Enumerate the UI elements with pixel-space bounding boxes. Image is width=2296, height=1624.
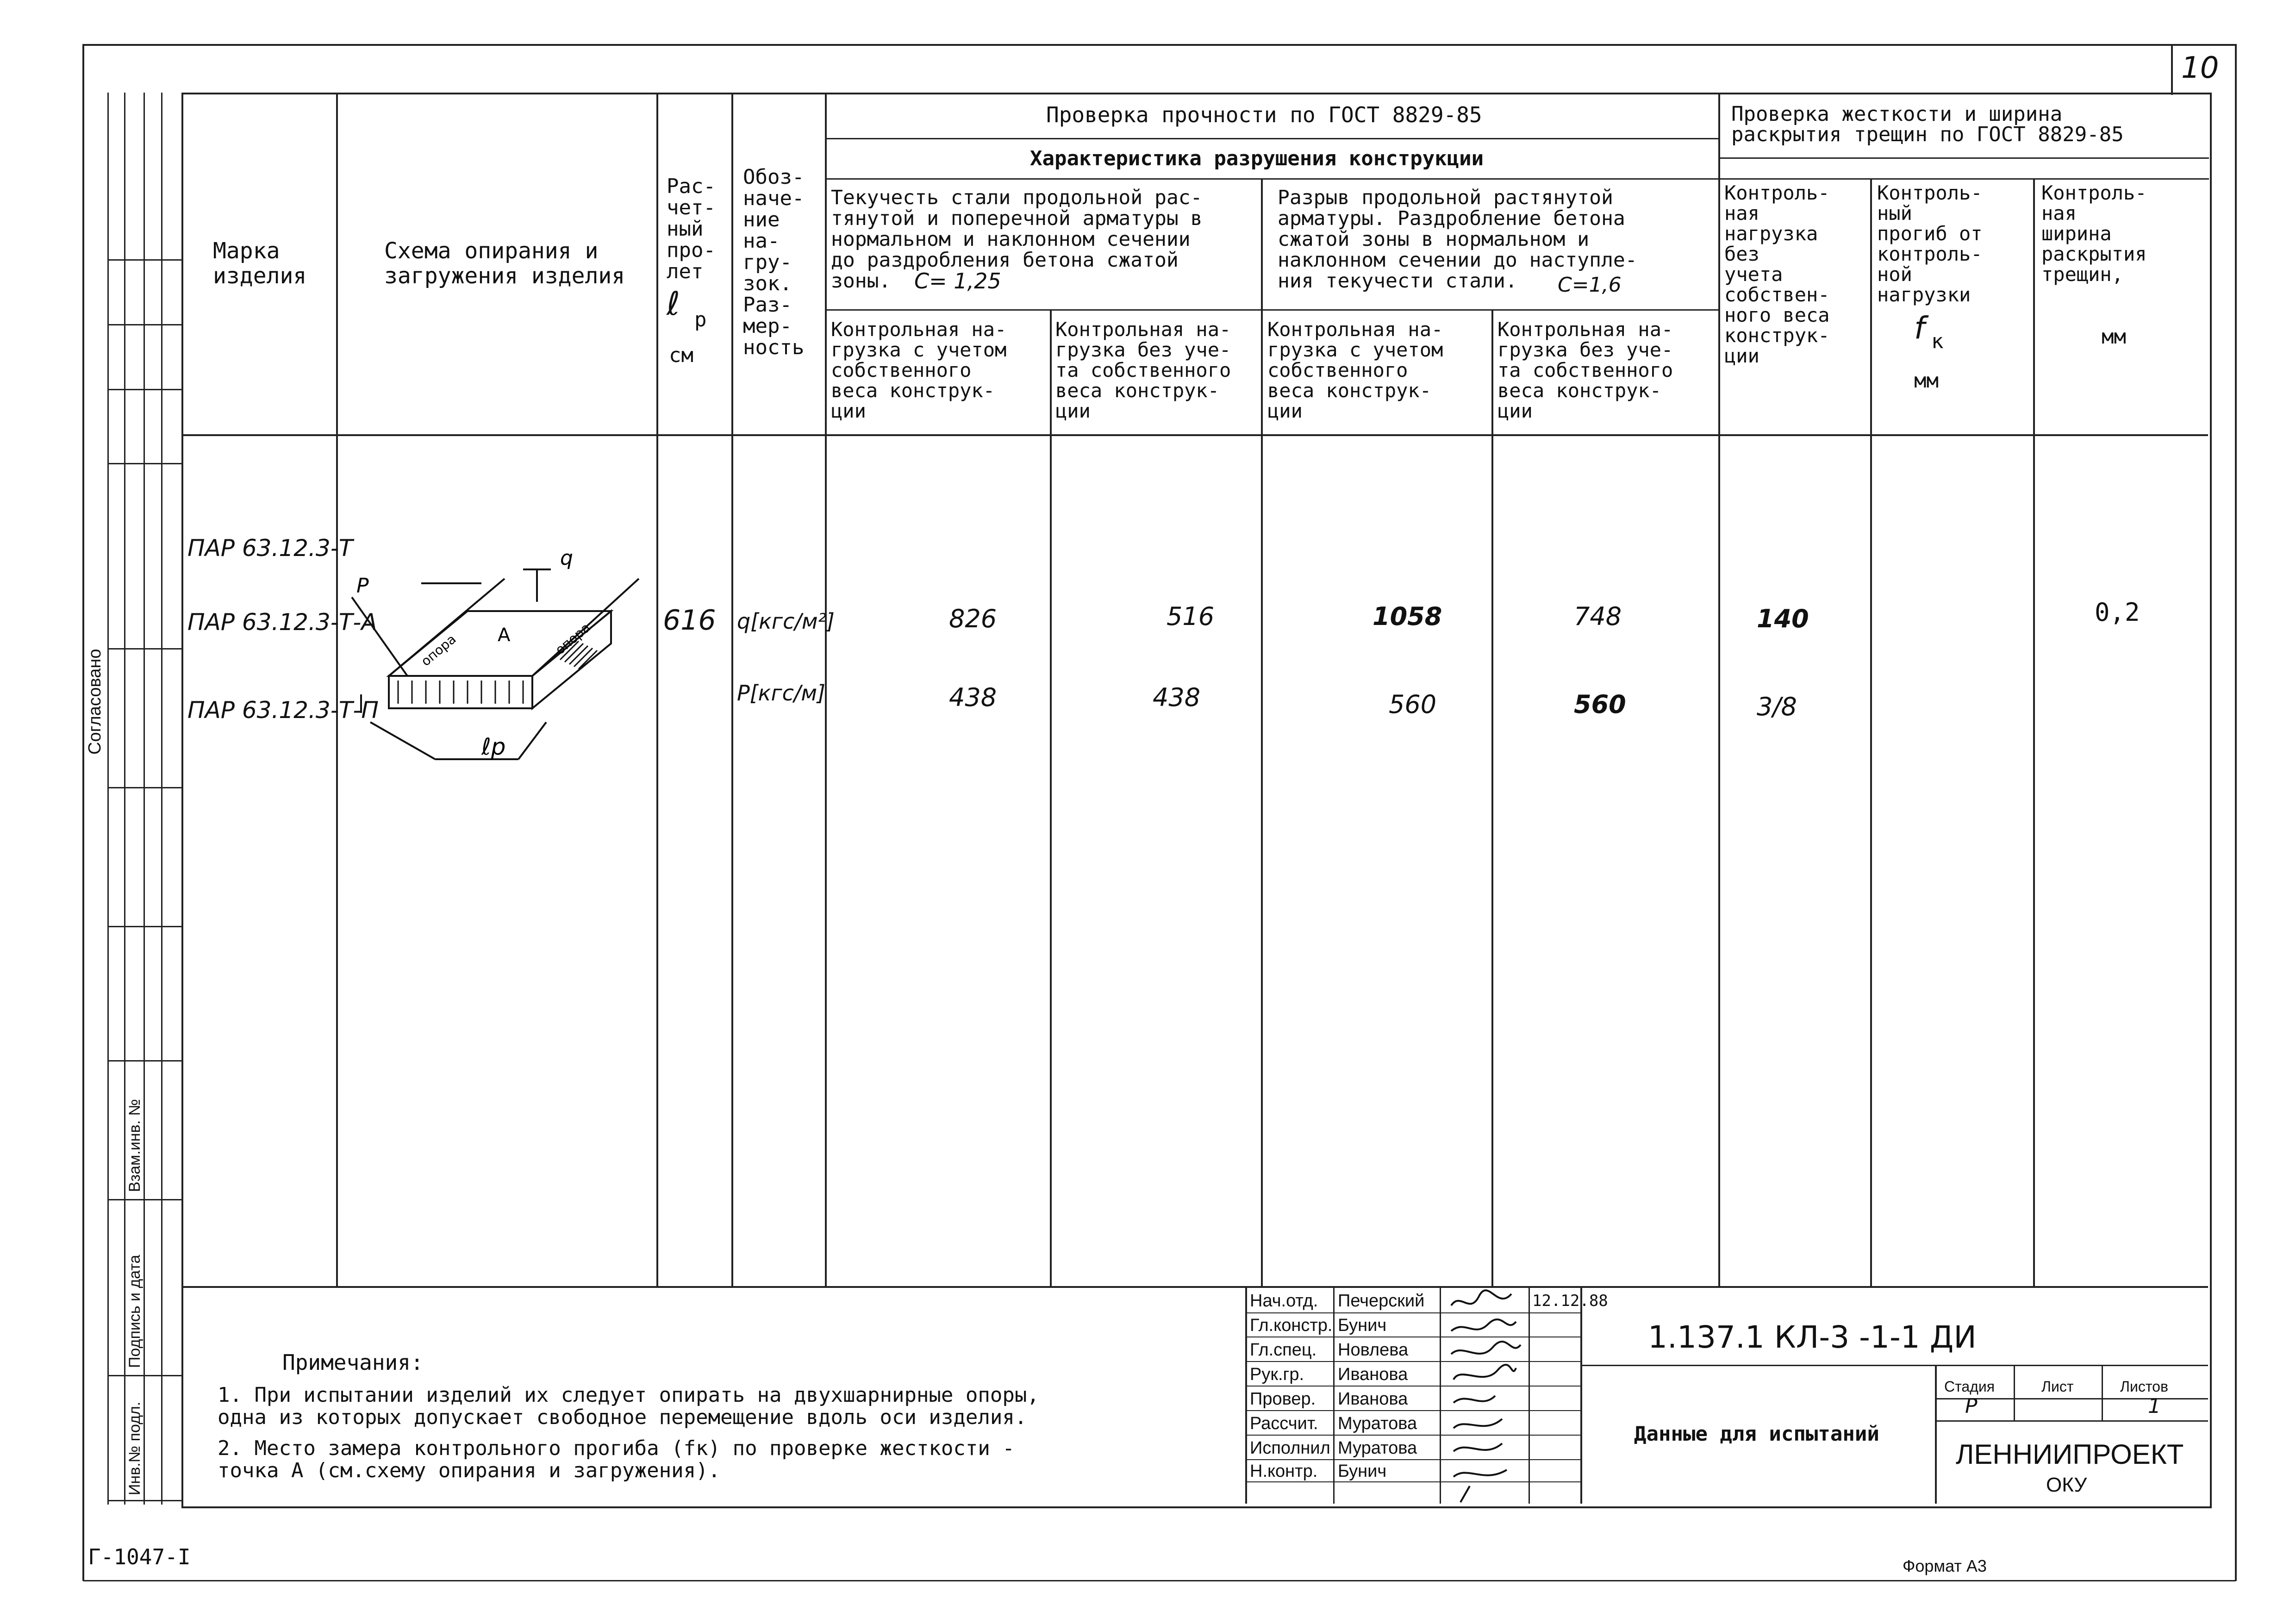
hline-subcols (825, 309, 1719, 311)
tb-name-3: Новлева (1338, 1340, 1409, 1360)
p-g2-with: 560 (1389, 690, 1437, 719)
hline-strength (825, 138, 1719, 139)
tb-vline-8 (2102, 1365, 2103, 1420)
slab-side-face (532, 611, 611, 708)
page-number-box-line (2171, 44, 2173, 95)
tb-name-1: Печерский (1338, 1291, 1425, 1311)
vline-designation (731, 93, 733, 1287)
header-failure-title: Характеристика разрушения конструкции (1030, 147, 1484, 170)
stamp-vzam-inv: Взам.инв. № (126, 1099, 144, 1192)
header-g2-without: Контрольная на- грузка без уче- та собственного веса конструк- ции (1497, 318, 1673, 422)
strip-h-5 (107, 648, 182, 650)
header-marka: Марка изделия (213, 238, 307, 289)
header-strength-title: Проверка прочности по ГОСТ 8829-85 (1046, 102, 1482, 127)
q-g2-without: 748 (1574, 602, 1622, 631)
tb-name-8: Бунич (1338, 1462, 1387, 1481)
vline-stiffness (1718, 93, 1720, 1287)
strip-line-1 (107, 93, 109, 1505)
strip-h-4 (107, 1500, 182, 1501)
diagram-a-label: А (498, 625, 511, 646)
hline-failure (825, 178, 2209, 180)
crack-value: 0,2 (2095, 598, 2140, 627)
tb-vline-1 (1245, 1286, 1247, 1504)
tb-row-6 (1245, 1435, 1581, 1436)
mark-3: ПАР 63.12.3-Т-П (187, 697, 379, 724)
stamp-inv-podl: Инв.№ подл. (126, 1401, 144, 1495)
header-control-load: Контроль- ная нагрузка без учета собствен- ного веса конструк- ции (1724, 181, 1830, 367)
tb-role-1: Нач.отд. (1250, 1291, 1318, 1311)
section-line-left (389, 579, 505, 676)
tb-row-3 (1245, 1361, 1581, 1362)
frame-right (2235, 44, 2237, 1581)
tb-stage-label: Стадия (1944, 1378, 1995, 1395)
strip-line-2 (124, 93, 125, 1505)
q-control-load: 140 (1757, 604, 1809, 633)
vline-crack (2033, 178, 2035, 1287)
tb-role-2: Гл.констр. (1250, 1316, 1333, 1335)
tb-name-7: Муратова (1338, 1438, 1417, 1458)
header-crack-width: Контроль- ная ширина раскрытия трещин, (2041, 181, 2147, 286)
tb-doc-title: Данные для испытаний (1634, 1422, 1879, 1446)
header-crack-unit: мм (2102, 325, 2126, 349)
notes-1: 1. При испытании изделий их следует опирать на двухшарнирные опоры, одна из которых допускает свободное перемещение вдоль оси изделия. (218, 1383, 1039, 1429)
q-g1-without: 516 (1167, 602, 1215, 631)
tb-code: 1.137.1 КЛ-3 -1-1 ДИ (1648, 1319, 1977, 1355)
header-deflection-symbol: f (1914, 310, 1925, 346)
p-control-load: 3/8 (1757, 692, 1797, 721)
vline-g1 (1050, 310, 1052, 1287)
diagram-q-label: q (560, 546, 573, 570)
mark-1: ПАР 63.12.3-Т (187, 535, 353, 562)
header-span-unit: см (669, 344, 693, 367)
tb-row-4 (1245, 1386, 1581, 1387)
header-g2-with: Контрольная на- грузка с учетом собственного веса конструк- ции (1267, 318, 1443, 422)
tb-sheet-label: Лист (2041, 1378, 2074, 1395)
hline-header-bottom (181, 434, 2208, 436)
strip-h-9 (107, 463, 182, 464)
doc-code: Г-1047-I (88, 1544, 191, 1569)
header-schema: Схема опирания и загружения изделия (384, 238, 625, 289)
designation-p: P[кгс/м] (737, 681, 826, 706)
p-g1-without: 438 (1153, 683, 1201, 712)
span-dim-left (370, 722, 435, 759)
hline-stiffness (1718, 157, 2209, 159)
strip-h-1 (107, 1060, 182, 1062)
tb-role-5: Провер. (1250, 1389, 1316, 1409)
tb-role-3: Гл.спец. (1250, 1340, 1317, 1360)
tb-role-6: Рассчит. (1250, 1414, 1318, 1433)
header-group1-c: С= 1,25 (914, 269, 1001, 294)
tb-org: ЛЕННИИПРОЕКТ (1956, 1439, 2184, 1470)
designation-q: q[кгс/м²] (737, 609, 835, 634)
diagram-support-right: опора (552, 619, 593, 658)
strip-h-11 (107, 926, 182, 927)
strip-h-6 (107, 259, 182, 261)
tb-role-7: Исполнил (1250, 1438, 1330, 1458)
header-stiffness-title: Проверка жесткости и ширина раскрытия трещин по ГОСТ 8829-85 (1731, 102, 2124, 146)
diagram-p-label: P (356, 574, 369, 598)
span-dim-right (518, 722, 546, 759)
tb-row-7 (1245, 1459, 1581, 1460)
vline-deflection (1870, 178, 1872, 1287)
p-g2-without: 560 (1574, 690, 1626, 719)
frame-left (82, 44, 84, 1581)
mark-2: ПАР 63.12.3-Т-А (187, 609, 377, 636)
notes-2: 2. Место замера контрольного прогиба (fк) по проверке жесткости - точка А (см.схему опирания и загружения). (218, 1437, 1015, 1482)
q-g2-with: 1058 (1373, 602, 1442, 631)
diagram-support-left: опора (418, 631, 459, 669)
header-span-symbol: ℓ (667, 285, 680, 323)
frame-bottom (83, 1580, 2236, 1581)
vline-group (1261, 178, 1263, 1287)
tb-row-8 (1245, 1481, 1581, 1482)
tb-vline-2 (1333, 1286, 1335, 1504)
header-group1: Текучесть стали продольной рас- тянутой и поперечной арматуры в нормальном и наклонном сечении до раздробления бетона сжатой зоны. (831, 186, 1203, 293)
loading-scheme-diagram (343, 528, 657, 787)
hline-table-bottom (181, 1286, 2208, 1288)
tb-role-4: Рук.гр. (1250, 1365, 1304, 1384)
strip-h-2 (107, 1199, 182, 1200)
span-value: 616 (663, 604, 716, 637)
tb-role-8: Н.контр. (1250, 1462, 1318, 1481)
tb-sheets: 1 (2148, 1394, 2161, 1418)
tb-date: 12.12.88 (1532, 1292, 1608, 1310)
tb-vline-5 (1580, 1286, 1582, 1504)
tb-row-1 (1245, 1312, 1581, 1313)
tb-row-5 (1245, 1410, 1581, 1411)
strip-h-7 (107, 324, 182, 325)
tb-vline-6 (1935, 1365, 1937, 1504)
header-group2-c: С=1,6 (1558, 273, 1622, 297)
vline-schema (336, 93, 338, 1287)
tb-name-5: Иванова (1338, 1389, 1408, 1409)
vline-g2 (1491, 310, 1493, 1287)
header-control-deflection: Контроль- ный прогиб от контроль- ной нагрузки (1877, 181, 1983, 306)
strip-h-10 (107, 787, 182, 788)
p-g1-with: 438 (949, 683, 997, 712)
header-group2: Разрыв продольной растянутой арматуры. Раздробление бетона сжатой зоны в нормальном и наклонном сечении до наступле- ния текучести стали. (1278, 186, 1637, 293)
header-g1-without: Контрольная на- грузка без уче- та собственного веса конструк- ции (1055, 318, 1231, 422)
signatures (1442, 1287, 1528, 1505)
tb-name-2: Бунич (1338, 1316, 1387, 1335)
strip-h-8 (107, 389, 182, 390)
tb-name-6: Муратова (1338, 1414, 1417, 1433)
tb-stage: Р (1965, 1394, 1978, 1418)
header-g1-with: Контрольная на- грузка с учетом собственного веса конструк- ции (831, 318, 1007, 422)
header-deflection-sub: к (1931, 330, 1944, 353)
tb-name-4: Иванова (1338, 1365, 1408, 1384)
tb-vline-7 (2014, 1365, 2015, 1420)
strip-line-4 (161, 93, 162, 1505)
frame-top (83, 44, 2236, 46)
notes-title: Примечания: (282, 1350, 424, 1375)
header-span: Рас- чет- ный про- лет (667, 175, 716, 283)
tb-hline-stage2 (1935, 1420, 2208, 1422)
tb-sheets-label: Листов (2120, 1378, 2168, 1395)
stamp-soglasovano: Согласовано (85, 649, 105, 755)
tb-dept: ОКУ (2046, 1474, 2087, 1496)
load-arrows (398, 681, 523, 704)
page-number: 10 (2181, 51, 2219, 85)
strip-h-3 (107, 1375, 182, 1376)
tb-vline-3 (1440, 1286, 1441, 1504)
stamp-podpis-data: Подпись и дата (126, 1255, 144, 1368)
format-label: Формат А3 (1903, 1556, 1987, 1575)
q-g1-with: 826 (949, 604, 997, 633)
tb-vline-4 (1529, 1286, 1530, 1504)
diagram-span-label: ℓр (481, 733, 506, 760)
header-span-sub: р (694, 308, 707, 331)
p-leader (352, 597, 407, 676)
tb-hline-code (1580, 1365, 2208, 1366)
slab-front-face (389, 676, 532, 708)
header-designation: Обоз- наче- ние на- гру- зок. Раз- мер- ность (743, 165, 805, 359)
header-deflection-unit: мм (1914, 369, 1939, 393)
